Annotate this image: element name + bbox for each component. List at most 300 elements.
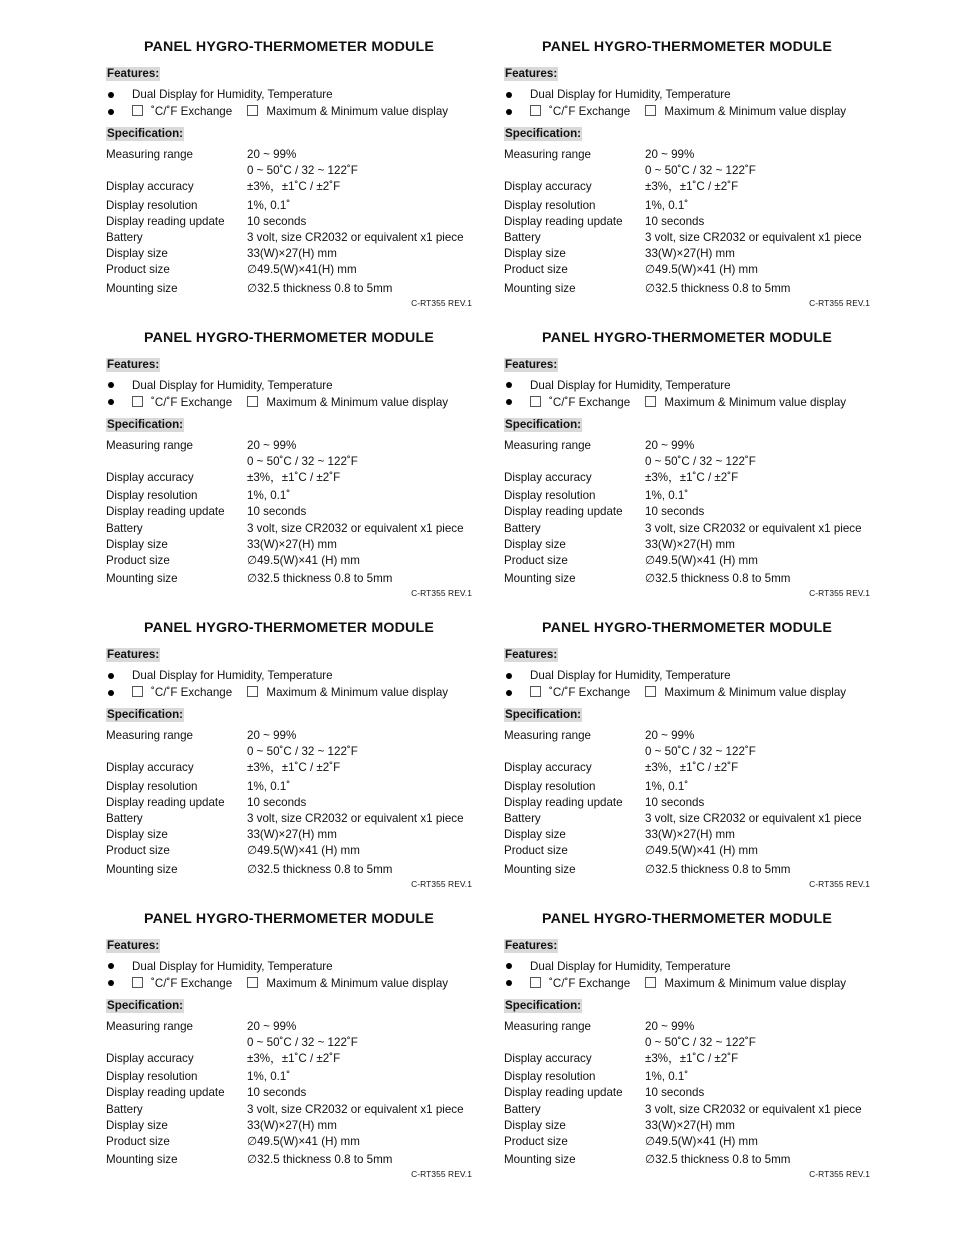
- features-heading: Features:: [107, 938, 160, 952]
- spec-key: Display reading update: [504, 795, 623, 809]
- spec-value: 0 ~ 50˚C / 32 ~ 122˚F: [247, 745, 358, 759]
- product-label-card: [104, 908, 474, 1198]
- spec-row: [502, 1118, 872, 1134]
- spec-value: ∅32.5 thickness 0.8 to 5mm: [645, 572, 791, 586]
- specification-heading: Specification:: [107, 998, 184, 1012]
- card-title: PANEL HYGRO-THERMOMETER MODULE: [541, 910, 832, 927]
- spec-value: 3 volt, size CR2032 or equivalent x1 piece: [247, 812, 464, 826]
- feature-option-text: Maximum & Minimum value display: [664, 976, 847, 990]
- spec-key: Display accuracy: [106, 470, 194, 484]
- spec-key: Battery: [106, 1102, 143, 1116]
- card-title: PANEL HYGRO-THERMOMETER MODULE: [541, 39, 832, 55]
- spec-table: [104, 728, 474, 878]
- spec-key: Battery: [106, 812, 143, 826]
- spec-row: [104, 1051, 474, 1067]
- spec-key: Display size: [504, 828, 566, 842]
- feature-item: [104, 394, 474, 411]
- spec-row: [502, 488, 872, 504]
- spec-value: 1%, 0.1˚: [645, 1070, 689, 1084]
- spec-key: Product size: [106, 844, 170, 858]
- feature-option-text: ˚C/˚F Exchange: [549, 976, 631, 990]
- card-title: PANEL HYGRO-THERMOMETER MODULE: [143, 39, 434, 55]
- spec-row: [104, 1085, 474, 1101]
- spec-value: ∅32.5 thickness 0.8 to 5mm: [645, 281, 791, 295]
- spec-value: ∅49.5(W)×41 (H) mm: [645, 263, 758, 277]
- spec-key: Measuring range: [504, 438, 592, 452]
- spec-key: Display reading update: [504, 1086, 623, 1100]
- spec-row: [502, 760, 872, 776]
- spec-value: 10 seconds: [645, 214, 705, 228]
- bullet-icon: [506, 109, 512, 115]
- checkbox-icon: [645, 977, 656, 988]
- feature-text: Dual Display for Humidity, Temperature: [132, 88, 333, 101]
- spec-row: [502, 246, 872, 262]
- spec-key: Display accuracy: [504, 470, 592, 484]
- spec-key: Measuring range: [504, 729, 592, 742]
- spec-row: [104, 1102, 474, 1118]
- spec-key: Display accuracy: [106, 761, 194, 775]
- spec-row: [502, 470, 872, 486]
- spec-key: Battery: [504, 521, 541, 535]
- spec-value: 1%, 0.1˚: [645, 779, 689, 793]
- spec-key: Product size: [504, 263, 568, 277]
- feature-option-text: ˚C/˚F Exchange: [151, 105, 233, 118]
- spec-row: [502, 811, 872, 827]
- spec-row: [104, 246, 474, 262]
- spec-row: [502, 1035, 872, 1051]
- feature-item: [104, 975, 474, 992]
- bullet-icon: [108, 690, 114, 696]
- spec-row: [502, 1019, 872, 1035]
- feature-item: [104, 667, 474, 684]
- spec-row: [104, 262, 474, 278]
- spec-row: [104, 1019, 474, 1035]
- feature-option-text: Maximum & Minimum value display: [664, 395, 847, 409]
- checkbox-icon: [645, 105, 656, 116]
- specification-heading: Specification:: [505, 998, 582, 1012]
- document-code: C-RT355 REV.1: [809, 588, 870, 599]
- spec-value: ∅32.5 thickness 0.8 to 5mm: [645, 1153, 791, 1167]
- spec-table: [104, 438, 474, 588]
- spec-row: [502, 163, 872, 179]
- spec-value: 33(W)×27(H) mm: [247, 1118, 337, 1132]
- feature-option-text: Maximum & Minimum value display: [266, 686, 449, 699]
- bullet-icon: [506, 399, 512, 405]
- spec-row: [104, 230, 474, 246]
- spec-value: 33(W)×27(H) mm: [247, 828, 337, 842]
- spec-row: [104, 760, 474, 776]
- spec-row: [502, 1069, 872, 1085]
- spec-key: Display size: [504, 247, 566, 261]
- spec-value: 33(W)×27(H) mm: [645, 828, 735, 842]
- feature-option-text: ˚C/˚F Exchange: [151, 395, 233, 409]
- spec-value: ∅32.5 thickness 0.8 to 5mm: [247, 1153, 393, 1167]
- spec-row: [502, 1085, 872, 1101]
- spec-row: [104, 1152, 474, 1168]
- feature-option-text: Maximum & Minimum value display: [266, 105, 449, 118]
- feature-option-text: ˚C/˚F Exchange: [151, 976, 233, 990]
- feature-option: [645, 394, 846, 411]
- feature-option-text: ˚C/˚F Exchange: [549, 686, 631, 699]
- spec-key: Display reading update: [106, 1086, 225, 1100]
- checkbox-icon: [247, 686, 258, 697]
- product-label-card: [104, 617, 474, 907]
- spec-row: [502, 1102, 872, 1118]
- spec-value: ±3%，±1˚C / ±2˚F: [247, 1051, 341, 1065]
- spec-value: 1%, 0.1˚: [247, 198, 291, 212]
- spec-row: [502, 179, 872, 195]
- card-title: PANEL HYGRO-THERMOMETER MODULE: [541, 329, 832, 346]
- spec-key: [104, 1035, 247, 1051]
- spec-row: [502, 728, 872, 744]
- spec-row: [104, 438, 474, 454]
- feature-option-text: Maximum & Minimum value display: [266, 976, 449, 990]
- specification-heading: Specification:: [505, 417, 582, 431]
- feature-option-text: ˚C/˚F Exchange: [549, 105, 631, 118]
- spec-value: 0 ~ 50˚C / 32 ~ 122˚F: [645, 1035, 756, 1049]
- feature-option: [645, 975, 846, 992]
- product-label-card: [104, 36, 474, 326]
- feature-option-text: Maximum & Minimum value display: [664, 105, 847, 118]
- spec-key: Display accuracy: [504, 1051, 592, 1065]
- spec-key: Display resolution: [504, 489, 596, 503]
- feature-option: [247, 394, 448, 411]
- spec-value: 1%, 0.1˚: [645, 489, 689, 503]
- spec-value: ±3%，±1˚C / ±2˚F: [645, 761, 739, 775]
- feature-item: [502, 394, 872, 411]
- checkbox-icon: [530, 105, 541, 116]
- bullet-icon: [506, 92, 512, 98]
- feature-item: [104, 684, 474, 701]
- document-code: C-RT355 REV.1: [411, 588, 472, 599]
- feature-text: Dual Display for Humidity, Temperature: [530, 88, 731, 101]
- feature-item: [104, 86, 474, 103]
- spec-row: [104, 1069, 474, 1085]
- spec-table: [104, 1019, 474, 1169]
- bullet-icon: [108, 673, 114, 679]
- bullet-icon: [506, 382, 512, 388]
- spec-value: 10 seconds: [645, 505, 705, 519]
- document-code: C-RT355 REV.1: [809, 1169, 870, 1180]
- spec-row: [502, 843, 872, 859]
- spec-row: [104, 147, 474, 163]
- feature-item: [502, 975, 872, 992]
- specification-heading: Specification:: [107, 417, 184, 431]
- checkbox-icon: [247, 977, 258, 988]
- spec-value: 3 volt, size CR2032 or equivalent x1 piece: [645, 812, 862, 826]
- product-label-card: [502, 617, 872, 907]
- spec-value: ∅32.5 thickness 0.8 to 5mm: [645, 862, 791, 876]
- spec-key: Product size: [504, 1134, 568, 1148]
- feature-option: [645, 684, 846, 701]
- spec-row: [104, 744, 474, 760]
- spec-value: ±3%，±1˚C / ±2˚F: [247, 470, 341, 484]
- spec-key: [104, 454, 247, 470]
- spec-row: [104, 163, 474, 179]
- spec-value: 10 seconds: [247, 795, 307, 809]
- spec-value: 0 ~ 50˚C / 32 ~ 122˚F: [247, 1035, 358, 1049]
- spec-row: [502, 198, 872, 214]
- spec-value: 20 ~ 99%: [645, 148, 695, 161]
- card-title: PANEL HYGRO-THERMOMETER MODULE: [143, 910, 434, 927]
- bullet-icon: [108, 980, 114, 986]
- spec-row: [502, 795, 872, 811]
- spec-row: [104, 198, 474, 214]
- spec-value: 33(W)×27(H) mm: [247, 247, 337, 261]
- features-heading: Features:: [505, 938, 558, 952]
- spec-key: Mounting size: [504, 862, 576, 876]
- spec-value: ∅32.5 thickness 0.8 to 5mm: [247, 862, 393, 876]
- specification-heading: Specification:: [505, 127, 582, 140]
- spec-row: [104, 537, 474, 553]
- bullet-icon: [108, 109, 114, 115]
- spec-key: [104, 163, 247, 179]
- spec-row: [502, 262, 872, 278]
- bullet-icon: [108, 399, 114, 405]
- spec-value: 0 ~ 50˚C / 32 ~ 122˚F: [247, 164, 358, 178]
- feature-option: [132, 103, 232, 120]
- spec-key: Display resolution: [504, 779, 596, 793]
- spec-row: [502, 553, 872, 569]
- spec-key: Display accuracy: [106, 180, 194, 194]
- spec-key: Product size: [106, 553, 170, 567]
- spec-value: 10 seconds: [247, 505, 307, 519]
- spec-value: ∅49.5(W)×41 (H) mm: [247, 844, 360, 858]
- spec-value: 20 ~ 99%: [247, 729, 297, 742]
- spec-key: [502, 454, 645, 470]
- spec-key: Display reading update: [106, 214, 225, 228]
- spec-row: [104, 488, 474, 504]
- spec-row: [104, 1134, 474, 1150]
- spec-value: 1%, 0.1˚: [247, 779, 291, 793]
- feature-option: [247, 975, 448, 992]
- feature-option: [645, 103, 846, 120]
- spec-row: [104, 571, 474, 587]
- spec-row: [104, 179, 474, 195]
- spec-row: [502, 571, 872, 587]
- spec-value: 1%, 0.1˚: [247, 1070, 291, 1084]
- spec-key: Display size: [504, 537, 566, 551]
- spec-key: Display reading update: [504, 214, 623, 228]
- spec-key: Display reading update: [106, 795, 225, 809]
- feature-option: [247, 684, 448, 701]
- spec-value: 20 ~ 99%: [645, 1019, 695, 1033]
- spec-row: [502, 779, 872, 795]
- card-title: PANEL HYGRO-THERMOMETER MODULE: [541, 620, 832, 636]
- spec-key: Display accuracy: [106, 1051, 194, 1065]
- spec-row: [104, 504, 474, 520]
- spec-key: [502, 1035, 645, 1051]
- spec-row: [502, 1152, 872, 1168]
- checkbox-icon: [132, 396, 143, 407]
- spec-key: [502, 163, 645, 179]
- spec-row: [502, 147, 872, 163]
- feature-item: [502, 684, 872, 701]
- spec-key: Product size: [504, 844, 568, 858]
- spec-key: Display size: [106, 828, 168, 842]
- spec-row: [104, 779, 474, 795]
- checkbox-icon: [530, 977, 541, 988]
- feature-option: [530, 975, 630, 992]
- document-code: C-RT355 REV.1: [411, 878, 472, 889]
- checkbox-icon: [247, 396, 258, 407]
- bullet-icon: [506, 980, 512, 986]
- spec-row: [502, 1051, 872, 1067]
- spec-value: 3 volt, size CR2032 or equivalent x1 piece: [247, 231, 464, 245]
- spec-value: ∅49.5(W)×41 (H) mm: [645, 844, 758, 858]
- spec-table: [104, 147, 474, 297]
- spec-row: [502, 454, 872, 470]
- features-heading: Features:: [505, 67, 558, 80]
- spec-value: ∅49.5(W)×41 (H) mm: [247, 553, 360, 567]
- checkbox-icon: [645, 396, 656, 407]
- spec-row: [104, 281, 474, 297]
- spec-value: ∅49.5(W)×41 (H) mm: [645, 1134, 758, 1148]
- feature-item: [502, 103, 872, 120]
- spec-row: [104, 1035, 474, 1051]
- spec-row: [104, 553, 474, 569]
- feature-option: [132, 684, 232, 701]
- feature-item: [502, 667, 872, 684]
- spec-row: [104, 795, 474, 811]
- spec-row: [104, 521, 474, 537]
- feature-item: [502, 958, 872, 975]
- spec-value: 3 volt, size CR2032 or equivalent x1 piece: [247, 1102, 464, 1116]
- features-heading: Features:: [107, 67, 160, 80]
- spec-row: [104, 843, 474, 859]
- spec-table: [502, 728, 872, 878]
- feature-option-text: Maximum & Minimum value display: [266, 395, 449, 409]
- spec-row: [502, 862, 872, 878]
- spec-key: Battery: [504, 231, 541, 245]
- spec-row: [502, 537, 872, 553]
- feature-option: [530, 103, 630, 120]
- spec-value: 33(W)×27(H) mm: [645, 247, 735, 261]
- document-code: C-RT355 REV.1: [411, 1169, 472, 1180]
- spec-row: [502, 438, 872, 454]
- checkbox-icon: [132, 977, 143, 988]
- bullet-icon: [506, 963, 512, 969]
- spec-value: 0 ~ 50˚C / 32 ~ 122˚F: [645, 454, 756, 468]
- spec-value: ∅49.5(W)×41 (H) mm: [247, 1134, 360, 1148]
- spec-key: Battery: [106, 521, 143, 535]
- spec-key: Mounting size: [106, 281, 178, 295]
- spec-value: 10 seconds: [247, 214, 307, 228]
- spec-key: [104, 744, 247, 760]
- spec-row: [502, 281, 872, 297]
- spec-value: 3 volt, size CR2032 or equivalent x1 piece: [645, 231, 862, 245]
- product-label-card: [502, 36, 872, 326]
- spec-row: [502, 521, 872, 537]
- feature-option-text: Maximum & Minimum value display: [664, 686, 847, 699]
- bullet-icon: [506, 673, 512, 679]
- spec-value: 33(W)×27(H) mm: [247, 537, 337, 551]
- spec-row: [502, 214, 872, 230]
- spec-row: [104, 470, 474, 486]
- spec-value: ±3%，±1˚C / ±2˚F: [645, 470, 739, 484]
- feature-option: [247, 103, 448, 120]
- card-title: PANEL HYGRO-THERMOMETER MODULE: [143, 329, 434, 346]
- feature-option-text: ˚C/˚F Exchange: [549, 395, 631, 409]
- checkbox-icon: [530, 396, 541, 407]
- spec-key: Display size: [504, 1118, 566, 1132]
- checkbox-icon: [645, 686, 656, 697]
- document-code: C-RT355 REV.1: [809, 878, 870, 889]
- spec-key: Measuring range: [106, 148, 194, 161]
- product-label-card: [502, 908, 872, 1198]
- spec-key: Measuring range: [106, 729, 194, 742]
- spec-row: [104, 214, 474, 230]
- spec-key: Display reading update: [106, 505, 225, 519]
- spec-key: Mounting size: [106, 862, 178, 876]
- features-heading: Features:: [107, 648, 160, 661]
- bullet-icon: [108, 963, 114, 969]
- feature-text: Dual Display for Humidity, Temperature: [132, 959, 333, 973]
- spec-key: Display size: [106, 537, 168, 551]
- spec-value: 3 volt, size CR2032 or equivalent x1 piece: [247, 521, 464, 535]
- spec-value: 20 ~ 99%: [247, 438, 297, 452]
- features-heading: Features:: [107, 357, 160, 371]
- spec-key: Battery: [106, 231, 143, 245]
- spec-value: 1%, 0.1˚: [645, 198, 689, 212]
- spec-key: Measuring range: [504, 148, 592, 161]
- spec-key: Measuring range: [106, 438, 194, 452]
- document-code: C-RT355 REV.1: [411, 297, 472, 308]
- spec-value: 10 seconds: [247, 1086, 307, 1100]
- feature-item: [502, 86, 872, 103]
- spec-row: [502, 744, 872, 760]
- spec-row: [502, 504, 872, 520]
- spec-value: 0 ~ 50˚C / 32 ~ 122˚F: [247, 454, 358, 468]
- spec-key: Measuring range: [504, 1019, 592, 1033]
- card-title: PANEL HYGRO-THERMOMETER MODULE: [143, 620, 434, 636]
- feature-text: Dual Display for Humidity, Temperature: [530, 669, 731, 682]
- specification-heading: Specification:: [107, 708, 184, 721]
- spec-value: ∅49.5(W)×41 (H) mm: [645, 553, 758, 567]
- spec-value: ±3%，±1˚C / ±2˚F: [247, 180, 341, 194]
- feature-text: Dual Display for Humidity, Temperature: [530, 378, 731, 392]
- spec-row: [104, 862, 474, 878]
- spec-row: [104, 728, 474, 744]
- spec-key: Measuring range: [106, 1019, 194, 1033]
- spec-value: ∅32.5 thickness 0.8 to 5mm: [247, 281, 393, 295]
- checkbox-icon: [132, 686, 143, 697]
- spec-row: [502, 230, 872, 246]
- spec-key: Display resolution: [106, 489, 198, 503]
- spec-row: [104, 454, 474, 470]
- feature-item: [104, 103, 474, 120]
- feature-item: [104, 377, 474, 394]
- features-heading: Features:: [505, 357, 558, 371]
- spec-table: [502, 438, 872, 588]
- specification-heading: Specification:: [107, 127, 184, 140]
- spec-key: Display resolution: [106, 1070, 198, 1084]
- spec-value: 20 ~ 99%: [645, 438, 695, 452]
- spec-value: ±3%，±1˚C / ±2˚F: [645, 1051, 739, 1065]
- spec-key: Mounting size: [504, 281, 576, 295]
- feature-text: Dual Display for Humidity, Temperature: [132, 378, 333, 392]
- spec-key: Product size: [504, 553, 568, 567]
- feature-option: [132, 394, 232, 411]
- spec-key: Display reading update: [504, 505, 623, 519]
- spec-key: Display size: [106, 247, 168, 261]
- spec-value: 3 volt, size CR2032 or equivalent x1 piece: [645, 1102, 862, 1116]
- spec-key: Display resolution: [106, 198, 198, 212]
- spec-value: 20 ~ 99%: [247, 1019, 297, 1033]
- spec-value: ∅32.5 thickness 0.8 to 5mm: [247, 572, 393, 586]
- spec-value: ±3%，±1˚C / ±2˚F: [645, 180, 739, 194]
- spec-row: [104, 811, 474, 827]
